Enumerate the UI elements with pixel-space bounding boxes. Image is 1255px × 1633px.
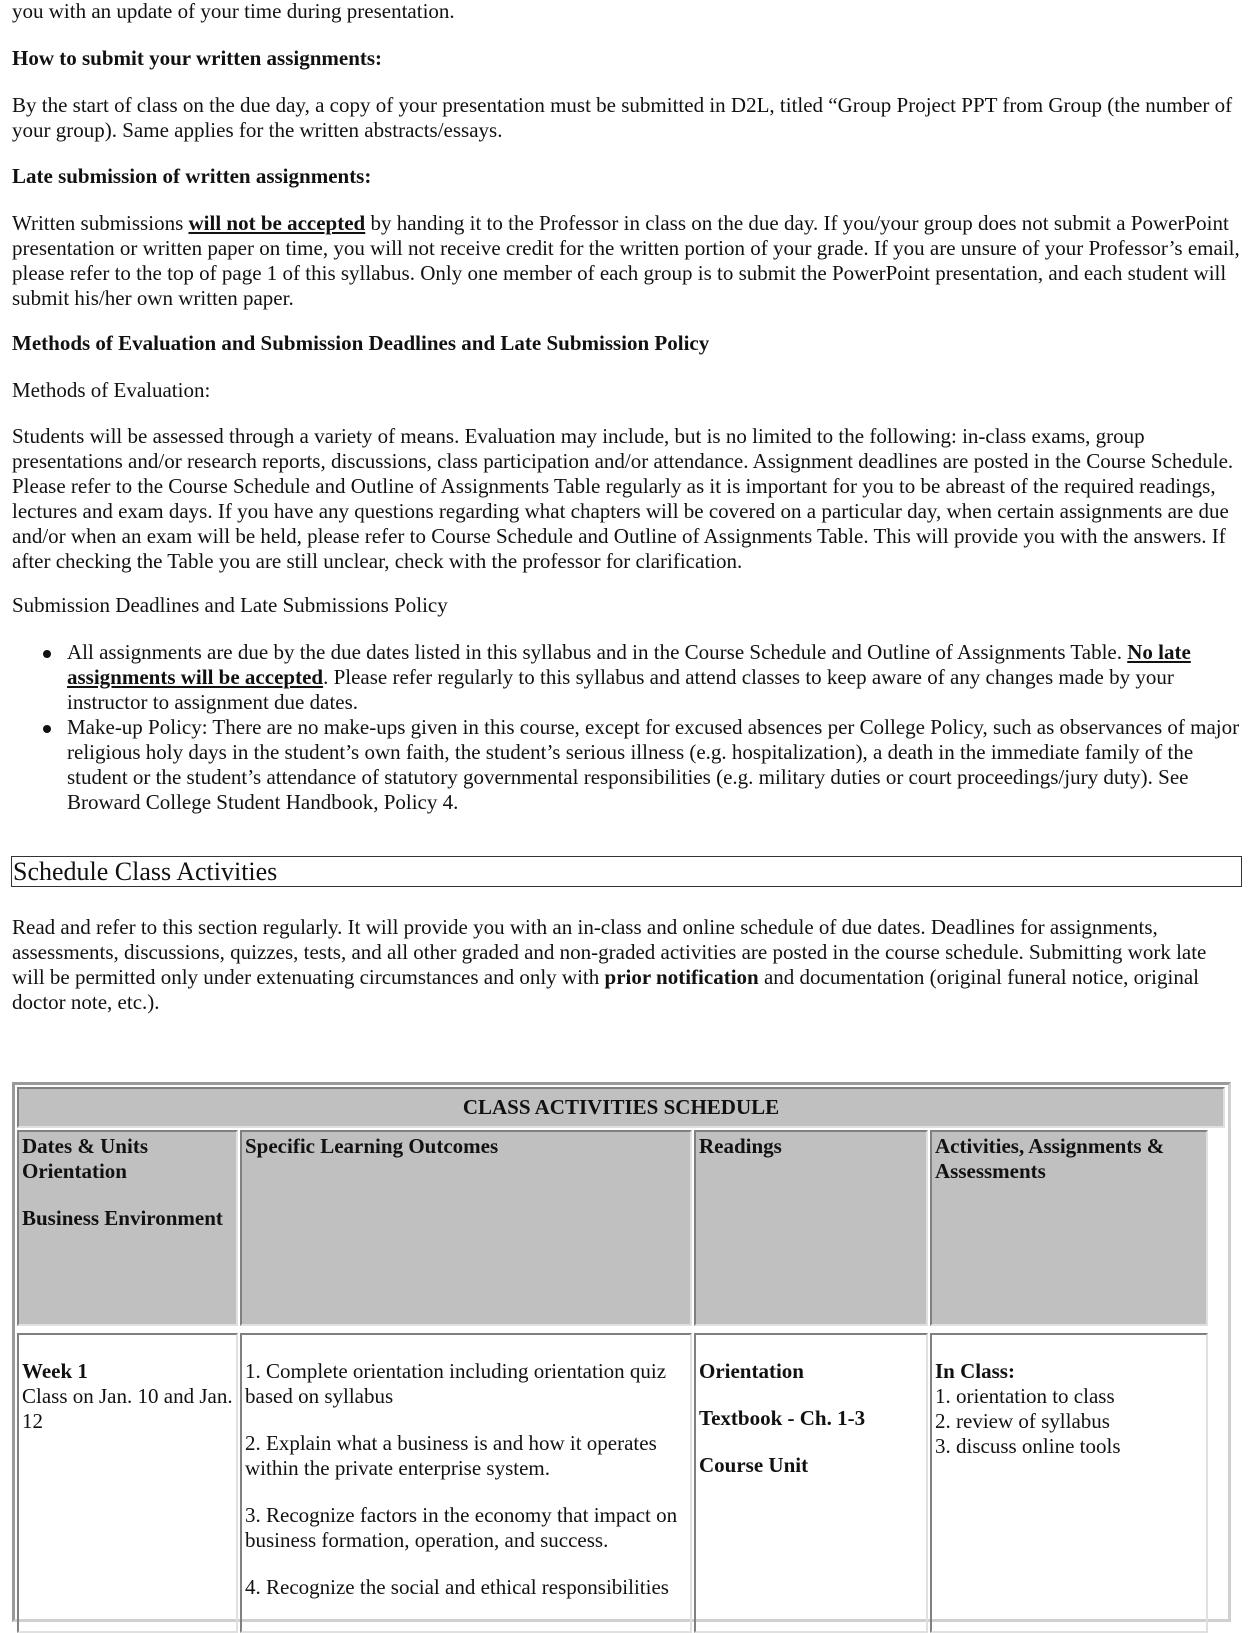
reading-item: Textbook - Ch. 1-3 — [699, 1406, 866, 1430]
late-lead: Written submissions — [12, 211, 189, 235]
header-activities: Activities, Assignments & Assessments — [930, 1130, 1208, 1326]
deadlines-subheading: Submission Deadlines and Late Submissions Policy — [12, 593, 448, 617]
header-outcomes: Specific Learning Outcomes — [240, 1130, 692, 1326]
bullet-icon — [43, 725, 51, 733]
bullet1-emph: No late assignments will be accepted — [67, 640, 1191, 689]
late-emph: will not be accepted — [188, 211, 366, 235]
reading-item: Orientation — [699, 1359, 804, 1383]
late-heading: Late submission of written assignments: — [12, 164, 372, 188]
schedule-rest: and documentation (original funeral notice, original doctor note, etc.). — [12, 965, 1199, 1014]
outcome-item: 2. Explain what a business is and how it operates within the private enterprise system. — [245, 1431, 657, 1480]
activities-title: In Class: — [935, 1359, 1015, 1383]
section-title-box — [11, 856, 1242, 887]
schedule-lead: Read and refer to this section regularly. It will provide you with an in-class and online schedule of due dates. Deadlines for assignments, assessments, discussions, quizzes, tests, and all other graded and non-graded activities are posted in the course schedule. Submitting work late will be permitted only under extenuating circumstances and only with — [12, 915, 1207, 989]
header-dates-line2: Orientation — [22, 1159, 127, 1183]
bullet1-rest: . Please refer regularly to this syllabus and attend classes to keep aware of any changes made by your instructor to assignment due dates. — [67, 665, 1174, 714]
schedule-lead-paragraph — [12, 915, 1244, 1015]
table-title: CLASS ACTIVITIES SCHEDULE — [17, 1087, 1225, 1128]
list-item — [12, 715, 1244, 815]
late-body — [12, 211, 1244, 311]
list-item — [12, 640, 1244, 715]
header-dates-line3: Business Environment — [22, 1206, 223, 1230]
activity-item: 3. discuss online tools — [935, 1434, 1121, 1458]
outcome-item: 1. Complete orientation including orientation quiz based on syllabus — [245, 1359, 667, 1408]
activity-item: 1. orientation to class — [935, 1384, 1115, 1408]
reading-item: Course Unit — [699, 1453, 809, 1477]
activity-item: 2. review of syllabus — [935, 1409, 1110, 1433]
week1-dates: Class on Jan. 10 and Jan. 12 — [22, 1384, 233, 1433]
bullet-icon — [43, 650, 51, 658]
outcome-item: 4. Recognize the social and ethical responsibilities — [245, 1575, 669, 1599]
class-activities-table — [12, 1082, 1231, 1622]
week1-dates-cell — [17, 1333, 238, 1633]
header-readings: Readings — [694, 1130, 928, 1326]
outcome-item: 3. Recognize factors in the economy that impact on business formation, operation, and success. — [245, 1503, 678, 1552]
week1-activities-cell — [930, 1333, 1208, 1633]
bullet2-text: Make-up Policy: There are no make-ups given in this course, except for excused absences per College Policy, such as observances of major religious holy days in the student’s own faith, the student’s serious illness (e.g. hospitalization), a death in the immediate family of the student or the student’s attendance of statutory governmental responsibilities (e.g. military duties or court proceedings/jury duty). See Broward College Student Handbook, Policy 4. — [67, 715, 1240, 814]
week1-label: Week 1 — [22, 1359, 88, 1383]
schedule-emph: prior notification — [604, 965, 759, 989]
header-dates-line1: Dates & Units — [22, 1134, 148, 1158]
submit-body: By the start of class on the due day, a copy of your presentation must be submitted in D2L, titled “Group Project PPT from Group (the number of your group). Same applies for the written abstracts/essays. — [12, 93, 1233, 142]
section-title: Schedule Class Activities — [13, 857, 278, 886]
late-rest: by handing it to the Professor in class on the due day. If you/your group does not submit a PowerPoint presentation or written paper on time, you will not receive credit for the written portion of your grade. If you are unsure of your Professor’s email, please refer to the top of page 1 of this syllabus. Only one member of each group is to submit the PowerPoint presentation, and each student will submit his/her own written paper. — [12, 211, 1240, 310]
methods-body: Students will be assessed through a variety of means. Evaluation may include, but is no limited to the following: in-class exams, group presentations and/or research reports, discussions, class participation and/or attendance. Assignment deadlines are posted in the Course Schedule. Please refer to the Course Schedule and Outline of Assignments Table regularly as it is important for you to be abreast of the required readings, lectures and exam days. If you have any questions regarding what chapters will be covered on a particular day, when certain assignments are due and/or when an exam will be held, please refer to Course Schedule and Outline of Assignments Table. This will provide you with the answers. If after checking the Table you are still unclear, check with the professor for clarification. — [12, 424, 1234, 573]
methods-subheading: Methods of Evaluation: — [12, 378, 211, 402]
policy-list — [12, 640, 1244, 815]
intro-tail-text: you with an update of your time during presentation. — [12, 0, 455, 23]
week1-outcomes-cell — [240, 1333, 692, 1633]
week1-readings-cell — [694, 1333, 928, 1633]
methods-heading: Methods of Evaluation and Submission Deadlines and Late Submission Policy — [12, 331, 710, 355]
bullet1-lead: All assignments are due by the due dates listed in this syllabus and in the Course Schedule and Outline of Assignments Table. — [67, 640, 1128, 664]
submit-heading: How to submit your written assignments: — [12, 46, 383, 70]
header-dates — [17, 1130, 238, 1326]
